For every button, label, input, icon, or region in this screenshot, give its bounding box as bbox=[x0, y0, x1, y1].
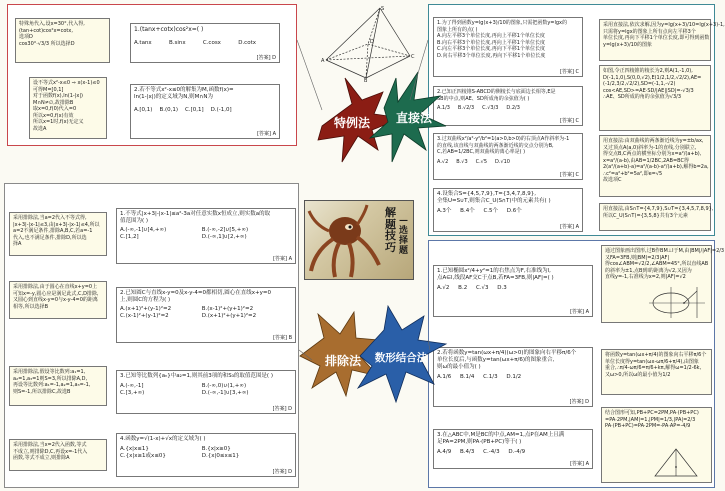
numeric-solution-3: 结合图形可知,PB+PC=2PM,PA·(PB+PC) =PA·2PM,|AM|=1,|PM|=1/3,|PA|=2/3 PA·(PB+PC)=PA·2PM=-PA·AP=-4/9 bbox=[601, 407, 712, 483]
method-label-direct: 直接法 bbox=[395, 111, 432, 125]
exclude-solution-4: 采用排除法,当x=2代入函数,等式 不成立,则排除D,C,再设x=-1代入 函数,等式不成立,则排除A bbox=[9, 439, 107, 471]
answer-label: [答案] C bbox=[560, 171, 579, 178]
answer-label: [答案] D bbox=[256, 54, 276, 61]
exclude-question-1: 1.不等式|x+3|-|x-1|≤a²-3a对任意实数x恒成立,则实数a的取 值范围为( ) A.(-∞,-1]∪[4,+∞) B.(-∞,-2]∪[5,+∞) C.[1,2] D.(-∞,1]∪[2,+∞) [答案] A bbox=[116, 208, 296, 264]
numeric-solution-2: 将函数y=tan(ωx+π/4)的图象向右平移π/6个 单位长度得y=tan(ωx-ωπ/6+π/4),由图象 重合,∴π/4-ωπ/6=π/6+kπ,解得ω=1/2-6k, 又ω>0,所以ω的最小值为1/2 bbox=[601, 349, 712, 395]
direct-solution-4: 用直接法,由S∩T={4,7,9},S∪T={3,4,5,7,8,9}, 所以C_U(S∩T)={3,5,8}共有3个元素 bbox=[599, 203, 711, 231]
method-label-special: 特例法 bbox=[333, 116, 370, 130]
svg-text:D: D bbox=[370, 39, 374, 45]
special-question-1: 1.(tanx+cotx)cos²x=( ) A.tanx B.sinx C.cosx D.cotx [答案] D bbox=[130, 23, 280, 63]
numeric-question-2: 2.若将函数y=tan(ωx+π/4)(ω>0)的图象向右平移π/6个 单位长度后,与函数y=tan(ωx+π/6)的图象重合, 则ω的最小值为( ) A.1/6 B.1/4 C.1/3 D.1/2 [答案] D bbox=[433, 347, 593, 407]
numeric-question-3: 3.在△ABC中,M是BC的中点,AM=1,点P在AM上且满 足PA=2PM,则PA·(PB+PC)等于( ) A.4/9 B.4/3 C.-4/3 D.-4/9 [答案] A bbox=[433, 429, 593, 469]
numeric-solution-1: 通过图象画出图形,过B作BM⊥l于M,由|BM|/|AF|=2/3 又FA=3FB,则|BM|=2/3|AF| 得cos∠ABM=√2/2,∠ABM=45°,所以直线AB 的斜率为±1,点B到l的距离为√2,又因为 直线y=-1,右准线为x=2,则|AF|=√2 bbox=[601, 245, 712, 323]
exclude-solution-3: 采用排除法,假设等比数列:a₁=1, a₂=1,a₃=1则S=3,所以排除A,D, 再设等比数列:a₁=-1,a₂=1,a₃=-1, 则S=-1,所以排除C,故选B bbox=[9, 366, 107, 406]
direct-solution-3: 用直接法:由双曲线的两条渐近线为y=±b/ax, 又过顶点A(a,0)斜率为-1的直线,分别联立, 得交点B,C两点的横坐标分别为x=a²/(a+b), x=a²/(a-b),由AB=1/2BC,2AB=BC得 2(a²/(a+b)-a)=a²/(a-b)-a²/(a+b),解得b=2a, ∴c²=a²+b²=5a²,即e=√5 故选项C bbox=[599, 135, 711, 197]
direct-question-3: 3.过双曲线x²/a²-y²/b²=1(a>0,b>0)的右顶点A作斜率为-1 的直线,该直线与双曲线的两条渐近线的交点分别为B, C,若AB=1/2BC,则双曲线的离心率是( ) A.√2 B.√3 C.√5 D.√10 [答案] C bbox=[433, 133, 583, 180]
special-question-2: 2.若不等式x²-x≤0的解集为M,函数f(x)= ln(1-|x|)的定义域为N,则M∩N为 A.[0,1) B.(0,1) C.[0,1] D.(-1,0] [答案] A bbox=[130, 84, 280, 139]
exclude-solution-1: 采用排除法,当a=2代入不等式得, |x+3|-|x-1|≤3,由|x+3|-|x-1|≤4,所以 a=2不满足条件,排除A,B,C,若a=-1 代入,也不满足条件,排除D,所以选 择A bbox=[9, 212, 107, 256]
special-solution-1: 特殊角代入,设x=30°,代入得, (tan+cot)cos²x=cotx, 选项D cos30°·√3/3 所以选择D bbox=[15, 18, 110, 63]
direct-question-1: 1.为了得到函数y=lg(x+3)/10的图象,只需把函数y=lgx的 图象上所有的点( ) A.向左平移3个单位长度,再向上平移1个单位长度 B.向右平移3个单位长度,再向上平移1个单位长度 C.向左平移3个单位长度,再向下平移1个单位长度 D.向右平移3个单位长度,再向下平移1个单位长度 [答案] C bbox=[433, 17, 583, 77]
center-title: 解 题 技 巧 bbox=[385, 206, 396, 254]
center-image bbox=[304, 200, 414, 280]
exclude-question-2: 2.已知圆C与直线x-y=0及x-y-4=0都相切,圆心在直线x+y=0 上,则圆C的方程为( ) A.(x+1)²+(y-1)²=2 B.(x-1)²+(y+1)²=2 C.(x-1)²+(y-1)²=2 D.(x+1)²+(y+1)²=2 [答案] B bbox=[116, 287, 296, 343]
answer-label: [答案] A bbox=[273, 255, 292, 262]
answer-label: [答案] A bbox=[560, 223, 579, 230]
special-solution-2: 设不等式x²-x≤0 ⇒ x(x-1)≤0 可得M=[0,1] 对于函数f(x),ln(1-|x|) M∩N≠∅,故排除B 取x=0,f(0)代入=0 所以x=0,f(x)有效 所以x=1时,f(x)无定义 故选A bbox=[29, 77, 107, 139]
answer-label: [答案] D bbox=[272, 405, 292, 412]
direct-solution-2: 如图,令正四棱锥的棱长为2,则A(1,-1,0), D(-1,1,0),S(0,0,√2),E(1/2,1/2,√2/2),AE= (-1/2,3/2,√2/2),SD=(-1,1,-√2) cos<AE,SD>=AE·SD/|AE||SD|=-√3/3 ∴AE、SD所成的角的余弦值为√3/3 bbox=[599, 65, 711, 131]
answer-label: [答案] A bbox=[257, 130, 276, 137]
numeric-question-1: 1.已知椭圆x²/4+y²=1的右焦点为F,右准线为l, 点A∈l,线段AF交C于点B,若FA=3FB,则|AF|=( ) A.√2 B.2 C.√3 D.3 [答案] A bbox=[433, 265, 593, 317]
answer-label: [答案] D bbox=[569, 398, 589, 405]
direct-solution-1: 采用直接法,依次求解,因为y=lg(x+3)/10=lg(x+3)-1, 只需将y=lgx的图象上所有点向左平移3个 单位长度,再向下平移1个单位长度,即可得到函数 y=lg(x+3)/10的图象 bbox=[599, 19, 711, 61]
svg-text:A: A bbox=[321, 58, 325, 64]
method-label-exclude: 排除法 bbox=[324, 354, 361, 368]
direct-question-2: 2.已知正四棱锥S-ABCD的侧棱长与底面边长相等,E是 SB的中点,则AE、SD所成角的余弦值为( ) A.1/3 B.√2/3 C.√3/3 D.2/3 [答案] C bbox=[433, 86, 583, 126]
exclude-question-3: 3.已知等比数列{aₙ}中a₂=1,则其前3项的和S₃的取值范围是( ) A.(-∞,-1] B.(-∞,0)∪(1,+∞) C.[3,+∞) D.(-∞,-1]∪[3,+∞) [答案] D bbox=[116, 370, 296, 414]
direct-question-4: 4.设集合S={4,5,7,9},T={3,4,7,8,9}, 全集U=S∪T,则集合C_U(S∩T)中的元素共有( ) A.3个 B.4个 C.5个 D.6个 [答案] A bbox=[433, 188, 583, 232]
svg-text:S: S bbox=[381, 6, 385, 12]
answer-label: [答案] C bbox=[560, 68, 579, 75]
answer-label: [答案] C bbox=[560, 117, 579, 124]
svg-text:C: C bbox=[411, 54, 415, 60]
svg-text:B: B bbox=[364, 78, 368, 84]
answer-label: [答案] B bbox=[273, 334, 292, 341]
method-label-numeric: 数形结合法 bbox=[374, 352, 428, 364]
center-subtitle: — 选 择 题 bbox=[399, 216, 409, 256]
answer-label: [答案] A bbox=[570, 308, 589, 315]
exclude-question-4: 4.函数y=√(1-x)+√x的定义域为( ) A.{x|x≤1} B.{x|x≥0} C.{x|x≥1或x≤0} D.{x|0≤x≤1} [答案] D bbox=[116, 433, 296, 477]
answer-label: [答案] D bbox=[272, 468, 292, 475]
exclude-solution-2: 采用排除法,由于圆心在直线x+y=0上 可知x=-y,圆心应是满足此式,C,D排除, 又圆心到直线x-y=0与x-y-4=0的距离 相等,所以选择B bbox=[9, 281, 107, 319]
answer-label: [答案] A bbox=[570, 460, 589, 467]
